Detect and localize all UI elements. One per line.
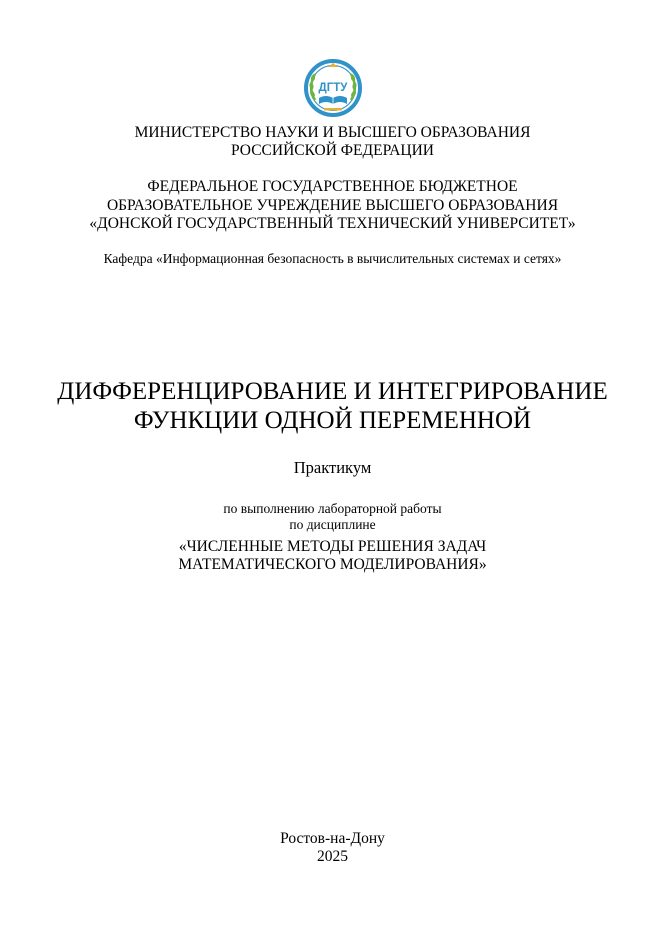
title-line-2: ФУНКЦИИ ОДНОЙ ПЕРЕМЕННОЙ	[133, 407, 532, 434]
doc-type-text: Практикум	[293, 458, 372, 477]
document-purpose	[0, 501, 665, 533]
ministry-line-2: РОССИЙСКОЙ ФЕДЕРАЦИИ	[231, 142, 434, 159]
institution-heading	[0, 178, 665, 234]
discipline-line-1: «ЧИСЛЕННЫЕ МЕТОДЫ РЕШЕНИЯ ЗАДАЧ	[178, 538, 487, 555]
svg-text:ДГТУ: ДГТУ	[318, 82, 348, 94]
discipline-line-2: МАТЕМАТИЧЕСКОГО МОДЕЛИРОВАНИЯ»	[178, 555, 487, 573]
purpose-line-2: по дисциплине	[289, 517, 376, 532]
department-line	[0, 251, 665, 267]
document-type	[0, 458, 665, 478]
institution-line-2: ОБРАЗОВАТЕЛЬНОЕ УЧРЕЖДЕНИЕ ВЫСШЕГО ОБРАЗОВАНИЯ	[106, 196, 559, 214]
university-emblem-icon	[302, 58, 364, 122]
department-text: Кафедра «Информационная безопасность в вычислительных системах и сетях»	[103, 251, 562, 266]
document-title	[0, 377, 665, 435]
discipline-name	[0, 538, 665, 573]
ministry-heading	[0, 124, 665, 160]
publication-info	[0, 830, 665, 866]
city-text: Ростов-на-Дону	[280, 830, 385, 847]
title-line-1: ДИФФЕРЕНЦИРОВАНИЕ И ИНТЕГРИРОВАНИЕ	[57, 378, 608, 405]
purpose-line-1: по выполнению лабораторной работы	[223, 501, 442, 516]
institution-line-1: ФЕДЕРАЛЬНОЕ ГОСУДАРСТВЕННОЕ БЮДЖЕТНОЕ	[147, 178, 518, 195]
year-text: 2025	[317, 848, 348, 865]
institution-line-3: «ДОНСКОЙ ГОСУДАРСТВЕННЫЙ ТЕХНИЧЕСКИЙ УНИВЕРСИТЕТ»	[89, 215, 576, 232]
ministry-line-1: МИНИСТЕРСТВО НАУКИ И ВЫСШЕГО ОБРАЗОВАНИЯ	[134, 124, 531, 141]
